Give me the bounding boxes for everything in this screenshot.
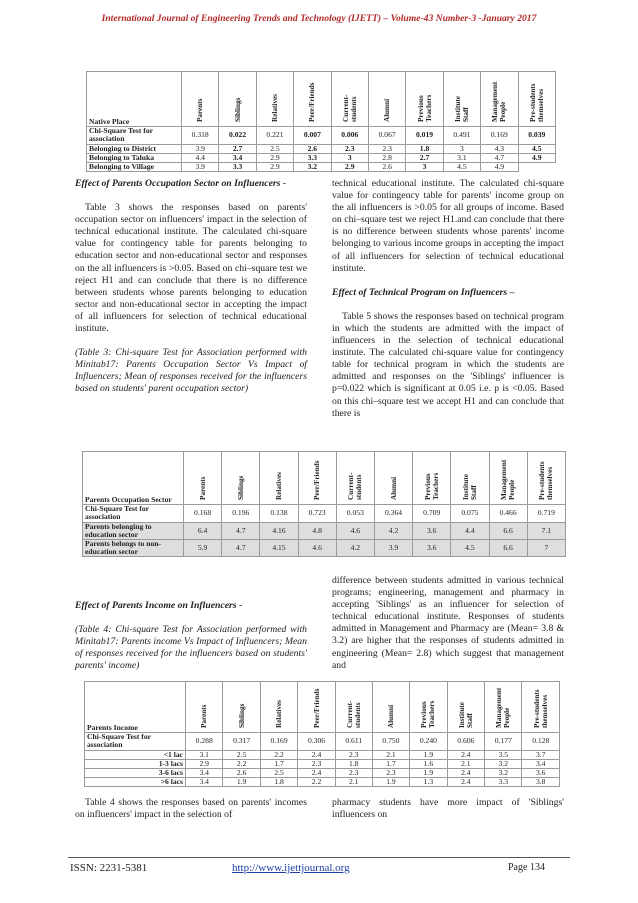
table-row xyxy=(87,163,556,172)
table-cell: 4.16 xyxy=(260,522,298,539)
table-cell: 2.3 xyxy=(335,750,372,759)
column-header xyxy=(489,452,527,505)
row-label: Belonging to District xyxy=(87,144,182,153)
table-cell: 0.364 xyxy=(374,505,412,522)
column-header xyxy=(406,72,443,127)
table-cell: 2.4 xyxy=(447,778,484,787)
column-header xyxy=(485,682,522,733)
table-cell: 2.5 xyxy=(223,750,260,759)
table-cell: 1.8 xyxy=(260,778,297,787)
table-cell: 4.7 xyxy=(222,540,260,557)
table-cell: 3.5 xyxy=(485,750,522,759)
table-row xyxy=(83,522,566,539)
table-cell: 0.128 xyxy=(522,733,560,750)
column-header-label: Peer/Friends xyxy=(313,460,322,500)
table-cell: 3.9 xyxy=(182,163,219,172)
right-column-2 xyxy=(332,575,564,672)
table-cell: 0.196 xyxy=(222,505,260,522)
table-cell: 2.1 xyxy=(372,750,409,759)
table-row xyxy=(83,505,566,522)
table-cell: 2.3 xyxy=(372,769,409,778)
left-column-2 xyxy=(75,600,307,672)
right-column-1 xyxy=(332,178,564,420)
journal-link[interactable]: http://www.ijettjournal.org xyxy=(232,862,350,874)
column-header xyxy=(518,72,555,127)
table-cell: 4.15 xyxy=(260,540,298,557)
table-row xyxy=(83,540,566,557)
column-header-label: Parents xyxy=(200,704,209,728)
table-cell: 3.4 xyxy=(219,153,256,162)
row-label: Chi-Square Test for association xyxy=(85,733,186,750)
table-cell: 0.288 xyxy=(186,733,223,750)
table-cell: 2.4 xyxy=(447,769,484,778)
column-header xyxy=(298,452,336,505)
table-cell: 1.6 xyxy=(410,759,447,768)
table-cell: 1.9 xyxy=(223,778,260,787)
table-cell: 5.9 xyxy=(184,540,222,557)
column-header xyxy=(294,72,331,127)
table-cell: 0.138 xyxy=(260,505,298,522)
column-header-label: Current- students xyxy=(341,94,358,122)
table-cell: 4.6 xyxy=(336,522,374,539)
table-row xyxy=(87,127,556,144)
column-header xyxy=(219,72,256,127)
row-label: Parents belonging to education sector xyxy=(83,522,184,539)
table-cell: 2.6 xyxy=(294,144,331,153)
table-cell: 4.7 xyxy=(222,522,260,539)
table-cell: 2.1 xyxy=(335,778,372,787)
table-cell: 3 xyxy=(406,163,443,172)
table-cell: 3.3 xyxy=(294,153,331,162)
table-cell: 3.8 xyxy=(522,778,560,787)
column-header-label: Siblings xyxy=(237,703,246,728)
column-header xyxy=(222,452,260,505)
table-cell: 2.3 xyxy=(335,769,372,778)
column-header xyxy=(336,452,374,505)
column-header-label: Peer/Friends xyxy=(308,82,317,122)
section-heading-income: Effect of Parents Income on Influencers - xyxy=(75,600,243,611)
column-header xyxy=(184,452,222,505)
table-cell: 3.6 xyxy=(413,522,451,539)
column-header xyxy=(481,72,518,127)
column-header-label: Current- students xyxy=(347,472,364,500)
column-header-label: Relatives xyxy=(270,94,279,122)
row-label: 3-6 lacs xyxy=(85,769,186,778)
table-cell: 2.6 xyxy=(223,769,260,778)
column-header-label: Pre-students themselves xyxy=(538,461,555,500)
column-header-label: Peer/Friends xyxy=(312,688,321,728)
table-cell: 4.5 xyxy=(518,144,555,153)
table-cell: 0.221 xyxy=(256,127,293,144)
table-cell: 0.053 xyxy=(336,505,374,522)
left-column-1 xyxy=(75,178,307,396)
column-header-label: Institute Staff xyxy=(453,96,470,122)
table-cell: 3 xyxy=(331,153,368,162)
table-cell: 0.491 xyxy=(443,127,480,144)
table-row xyxy=(87,144,556,153)
table-cell: 1.3 xyxy=(410,778,447,787)
column-header xyxy=(413,452,451,505)
table-cell: 4.3 xyxy=(481,144,518,153)
column-header xyxy=(256,72,293,127)
table-corner-label: Native Place xyxy=(87,72,182,127)
row-label: Belonging to Village xyxy=(87,163,182,172)
parents-income-table xyxy=(84,681,560,787)
column-header-label: Current- students xyxy=(345,700,362,728)
table-cell: 2.9 xyxy=(256,163,293,172)
table-cell: 4.7 xyxy=(481,153,518,162)
table-cell: 2.7 xyxy=(219,144,256,153)
paragraph-table4: Table 4 shows the responses based on parents' incomes on influencers' impact in the selection of xyxy=(75,797,307,821)
table-cell: 0.240 xyxy=(410,733,447,750)
paragraph-table3: Table 3 shows the responses based on parents' occupation sector on influencers' impact in the selection of technical educational institute. The calculated chi-square value for contingency table for parents belonging to education sector and non-educational sector and responses on the all influencers is >0.05. Based on chi–square test we reject H1 and can conclude that there is no difference between students whose parents belonging to education sector and non-educational sector in accepting the impact of all influencers for selection of technical educational institute. xyxy=(75,202,307,335)
table-cell: 3.6 xyxy=(522,769,560,778)
column-header xyxy=(410,682,447,733)
row-label: <1 lac xyxy=(85,750,186,759)
table-cell: 4.8 xyxy=(298,522,336,539)
table-cell: 3.1 xyxy=(443,153,480,162)
table-cell: 0.169 xyxy=(260,733,297,750)
native-place-table xyxy=(86,71,556,172)
column-header-label: Pre-students themselves xyxy=(532,689,549,728)
table-row xyxy=(85,769,560,778)
table-cell: 2.4 xyxy=(298,750,335,759)
journal-header: International Journal of Engineering Trends and Technology (IJETT) – Volume-43 Number-3 -January 2017 xyxy=(101,13,537,24)
table-cell: 4.4 xyxy=(182,153,219,162)
table-cell: 1.9 xyxy=(410,750,447,759)
column-header xyxy=(182,72,219,127)
table-cell: 2.7 xyxy=(406,153,443,162)
column-header xyxy=(260,682,297,733)
table-cell: 0.466 xyxy=(489,505,527,522)
table-cell: 2.9 xyxy=(331,163,368,172)
table-cell: 0.007 xyxy=(294,127,331,144)
table-cell: 0.306 xyxy=(298,733,335,750)
column-header xyxy=(451,452,489,505)
row-label: 1-3 lacs xyxy=(85,759,186,768)
paragraph-pharmacy: pharmacy students have more impact of 'Siblings' influencers on xyxy=(332,797,564,821)
table-cell: 0.067 xyxy=(368,127,405,144)
table-cell: 1.9 xyxy=(410,769,447,778)
table-cell: 0.611 xyxy=(335,733,372,750)
column-header xyxy=(522,682,560,733)
left-column-3 xyxy=(75,797,307,821)
table-cell: 2.9 xyxy=(256,153,293,162)
table-cell: 3.7 xyxy=(522,750,560,759)
column-header-label: Alumni xyxy=(389,476,398,500)
table-cell: 0.750 xyxy=(372,733,409,750)
column-header xyxy=(223,682,260,733)
table-cell: 2.2 xyxy=(298,778,335,787)
table-cell: 3.3 xyxy=(219,163,256,172)
table-cell: 4.2 xyxy=(336,540,374,557)
paragraph-income-cont: technical educational institute. The calculated chi-square value for contingency table for parents' income group on the all influencers is >0.05 for all groups of income. Based on chi–square test we reject H1.and can conclude that there is no difference between students whose parents' income belonging to various income groups in accepting the impact of all influencers for selection of technical educational institute. xyxy=(332,178,564,274)
table-corner-label: Parents Occupation Sector xyxy=(83,452,184,505)
table-row xyxy=(85,778,560,787)
column-header-label: Parents xyxy=(196,98,205,122)
column-header-label: Alumni xyxy=(386,704,395,728)
table-header-row xyxy=(83,452,566,505)
footer-rule xyxy=(68,857,570,858)
paragraph-programs: difference between students admitted in various technical programs; engineering, management and pharmacy in accepting 'Siblings' as an influencer for selection of technical educational institute. Responses of students admitted in Management and Pharmacy are (Mean= 3.8 & 3.2) are higher that the responses of students admitted in engineering (Mean= 2.8) which suggest that management and xyxy=(332,575,564,671)
table-cell: 2.9 xyxy=(186,759,223,768)
column-header-label: Relatives xyxy=(275,700,284,728)
table-cell: 4.5 xyxy=(443,163,480,172)
table-cell: 2.4 xyxy=(447,750,484,759)
table-cell: 1.7 xyxy=(260,759,297,768)
table-row xyxy=(85,733,560,750)
row-label: >6 lacs xyxy=(85,778,186,787)
table-cell: 1.8 xyxy=(406,144,443,153)
occupation-sector-table xyxy=(82,451,566,557)
column-header-label: Institute Staff xyxy=(461,474,478,500)
table-cell: 0.709 xyxy=(413,505,451,522)
right-column-3 xyxy=(332,797,564,821)
table-cell: 2.2 xyxy=(223,759,260,768)
table-cell: 7.1 xyxy=(527,522,565,539)
table-row xyxy=(85,759,560,768)
table-cell: 2.5 xyxy=(260,769,297,778)
table-cell: 0.019 xyxy=(406,127,443,144)
table-cell: 6.6 xyxy=(489,522,527,539)
column-header xyxy=(443,72,480,127)
table-cell: 2.3 xyxy=(331,144,368,153)
column-header-label: Management People xyxy=(500,459,517,500)
table-cell: 0.169 xyxy=(481,127,518,144)
table-cell: 2.6 xyxy=(368,163,405,172)
column-header-label: Pre-students themselves xyxy=(528,83,545,122)
table-cell: 3.3 xyxy=(485,778,522,787)
table-cell: 1.9 xyxy=(372,778,409,787)
column-header-label: Previous Teachers xyxy=(420,700,437,728)
column-header xyxy=(372,682,409,733)
table3-caption: (Table 3: Chi-square Test for Association performed with Minitab17: Parents Occupation Sector Vs Impact of Influencers; Mean of responses received for the influencers based on students' parent occupation sector) xyxy=(75,347,307,395)
table-row xyxy=(85,750,560,759)
table-cell: 6.6 xyxy=(489,540,527,557)
table-cell: 3.9 xyxy=(374,540,412,557)
table-cell: 0.719 xyxy=(527,505,565,522)
table-cell: 3.9 xyxy=(182,144,219,153)
table-header-row xyxy=(85,682,560,733)
table-cell: 3 xyxy=(443,144,480,153)
table-cell: 0.318 xyxy=(182,127,219,144)
table-cell: 3.1 xyxy=(186,750,223,759)
column-header xyxy=(527,452,565,505)
column-header-label: Previous Teachers xyxy=(416,94,433,122)
table-cell: 3.4 xyxy=(186,778,223,787)
table-cell: 1.7 xyxy=(372,759,409,768)
table-cell: 1.8 xyxy=(335,759,372,768)
table-cell: 4.9 xyxy=(518,153,555,162)
column-header-label: Siblings xyxy=(236,475,245,500)
table-cell: 7 xyxy=(527,540,565,557)
table-cell: 2.1 xyxy=(447,759,484,768)
column-header xyxy=(368,72,405,127)
table-row xyxy=(87,153,556,162)
table-cell: 3.2 xyxy=(294,163,331,172)
column-header-label: Previous Teachers xyxy=(423,472,440,500)
table-cell: 0.075 xyxy=(451,505,489,522)
column-header xyxy=(331,72,368,127)
issn-text: ISSN: 2231-5381 xyxy=(70,862,148,874)
table-cell: 3.2 xyxy=(485,769,522,778)
column-header-label: Siblings xyxy=(233,97,242,122)
row-label: Chi-Square Test for association xyxy=(87,127,182,144)
table-cell: 0.022 xyxy=(219,127,256,144)
column-header xyxy=(447,682,484,733)
column-header xyxy=(260,452,298,505)
table-cell: 4.2 xyxy=(374,522,412,539)
table-cell: 0.006 xyxy=(331,127,368,144)
column-header-label: Alumni xyxy=(383,98,392,122)
column-header xyxy=(298,682,335,733)
section-heading-technical: Effect of Technical Program on Influencers – xyxy=(332,286,515,298)
table-cell: 3.4 xyxy=(522,759,560,768)
table-cell: 2.2 xyxy=(260,750,297,759)
table4-caption: (Table 4: Chi-square Test for Association performed with Minitab17: Parents income Vs Impact of Influencers; Mean of responses received for the influencers based on students' parents' income) xyxy=(75,624,307,672)
table-corner-label: Parents Income xyxy=(85,682,186,733)
table-cell: 2.3 xyxy=(298,759,335,768)
section-heading-occupation: Effect of Parents Occupation Sector on Influencers - xyxy=(75,178,287,189)
table-cell: 3.2 xyxy=(485,759,522,768)
table-cell: 0.723 xyxy=(298,505,336,522)
table-cell: 0.606 xyxy=(447,733,484,750)
table-cell: 4.4 xyxy=(451,522,489,539)
table-cell: 0.177 xyxy=(485,733,522,750)
column-header xyxy=(186,682,223,733)
table-cell: 0.039 xyxy=(518,127,555,144)
table-cell: 2.5 xyxy=(256,144,293,153)
column-header-label: Parents xyxy=(198,476,207,500)
row-label: Chi-Square Test for association xyxy=(83,505,184,522)
table-cell: 0.168 xyxy=(184,505,222,522)
column-header-label: Relatives xyxy=(274,472,283,500)
column-header-label: Management People xyxy=(491,81,508,122)
column-header xyxy=(374,452,412,505)
column-header xyxy=(335,682,372,733)
row-label: Belonging to Taluka xyxy=(87,153,182,162)
table-cell: 4.9 xyxy=(481,163,518,172)
table-cell: 2.4 xyxy=(298,769,335,778)
table-cell: 6.4 xyxy=(184,522,222,539)
table-cell: 2.8 xyxy=(368,153,405,162)
table-header-row xyxy=(87,72,556,127)
column-header-label: Management People xyxy=(495,687,512,728)
paragraph-table5: Table 5 shows the responses based on technical program in which the students are admitted with the impact of influencers in the selection of technical educational institute. The calculated chi-square value for contingency table for technical program in which the students are admitted and responses on the 'Siblings' influencer is p=0.022 which is significant at 0.05 i.e. p is <0.05. Based on this chi–square test we accept H1 and can conclude that there is xyxy=(332,310,564,419)
table-cell: 3.4 xyxy=(186,769,223,778)
table-cell: 4.5 xyxy=(451,540,489,557)
column-header-label: Institute Staff xyxy=(457,702,474,728)
table-cell: 3.6 xyxy=(413,540,451,557)
table-cell: 0.317 xyxy=(223,733,260,750)
page-number: Page 134 xyxy=(508,862,545,873)
table-cell: 4.6 xyxy=(298,540,336,557)
row-label: Parents belongs to non-education sector xyxy=(83,540,184,557)
table-cell: 2.3 xyxy=(368,144,405,153)
